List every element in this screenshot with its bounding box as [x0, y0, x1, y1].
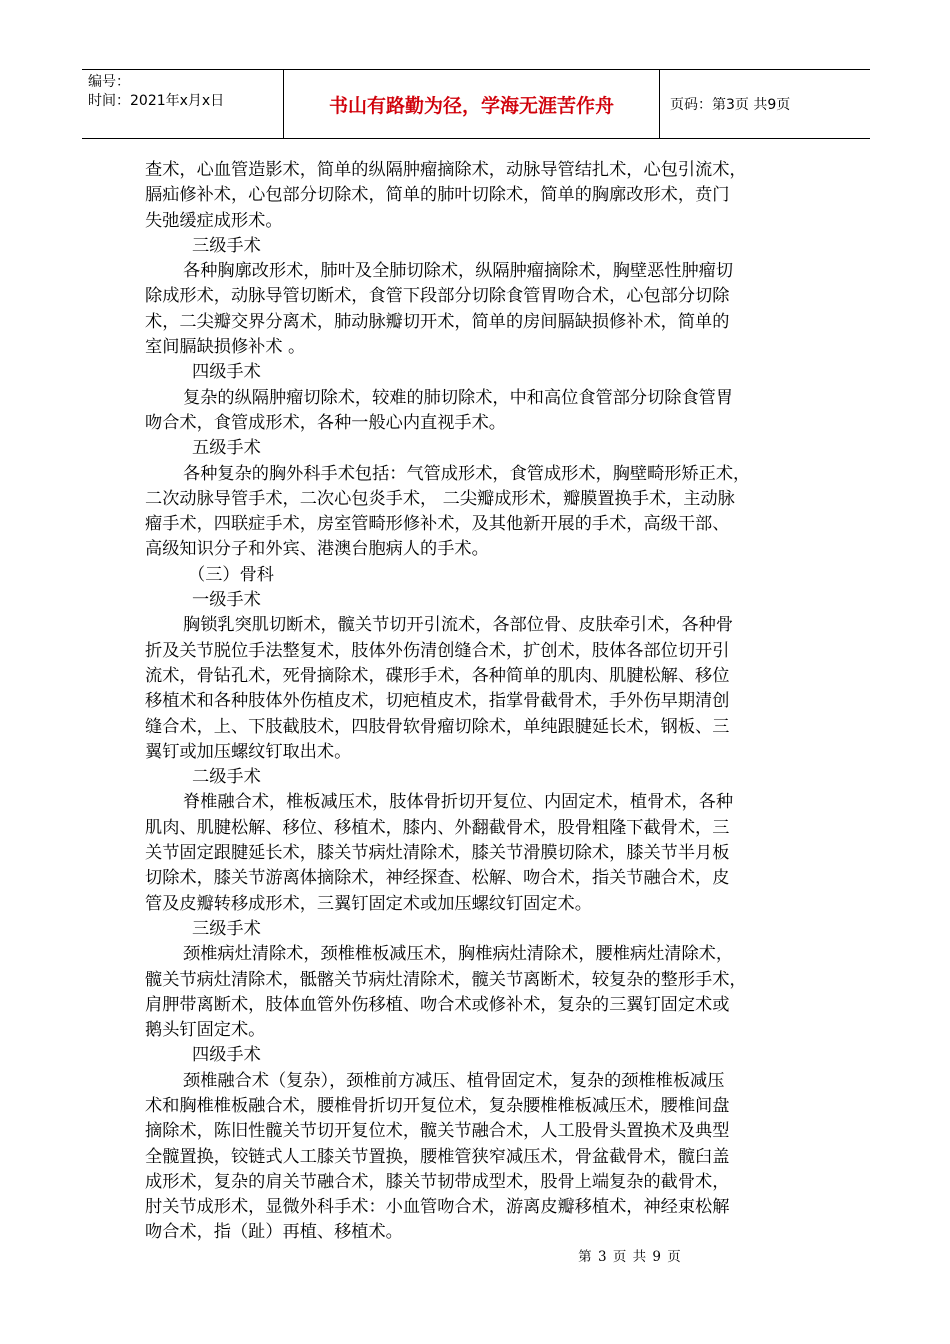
text-line: 管及皮瓣转移成形术，三翼钉固定术或加压螺纹钉固定术。: [145, 893, 592, 914]
document-time-label: 时间：2021年x月x日: [88, 93, 225, 109]
page-footer: [0, 1245, 950, 1265]
document-code-label: 编号：: [88, 74, 130, 90]
text-line: 室间膈缺损修补术 。: [145, 337, 306, 358]
text-line: 术，二尖瓣交界分离术，肺动脉瓣切开术，简单的房间膈缺损修补术，简单的: [145, 311, 730, 332]
header-page-label: 页码：第3页 共9页: [670, 97, 791, 113]
section-heading: 四级手术: [192, 362, 261, 383]
text-line: 肌肉、肌腱松解、移位、移植术，膝内、外翻截骨术，股骨粗隆下截骨术，三: [145, 817, 730, 838]
section-heading: 四级手术: [192, 1045, 261, 1066]
text-line: 各种胸廓改形术，肺叶及全肺切除术，纵隔肿瘤摘除术，胸壁恶性肿瘤切: [183, 261, 734, 282]
text-line: 流术，骨钻孔术，死骨摘除术，碟形手术，各种简单的肌肉、肌腱松解、移位: [145, 665, 730, 686]
text-line: 折及关节脱位手法整复术，肢体外伤清创缝合术，扩创术，肢体各部位切开引: [145, 640, 730, 661]
text-line: 肩胛带离断术，肢体血管外伤移植、吻合术或修补术，复杂的三翼钉固定术或: [145, 994, 730, 1015]
text-line: 颈椎融合术（复杂），颈椎前方减压、植骨固定术，复杂的颈椎椎板减压: [183, 1070, 725, 1091]
section-heading: 一级手术: [192, 590, 261, 611]
text-line: 瘤手术，四联症手术，房室管畸形修补术，及其他新开展的手术，高级干部、: [145, 514, 730, 535]
text-line: 脊椎融合术，椎板减压术，肢体骨折切开复位、内固定术，植骨术，各种: [183, 792, 734, 813]
text-line: 复杂的纵隔肿瘤切除术，较难的肺切除术，中和高位食管部分切除食管胃: [183, 387, 734, 408]
text-line: 全髋置换，铰链式人工膝关节置换，腰椎管狭窄减压术，骨盆截骨术，髋臼盖: [145, 1146, 730, 1167]
text-line: 二次动脉导管手术，二次心包炎手术， 二尖瓣成形术，瓣膜置换手术，主动脉: [145, 488, 735, 509]
text-line: 术和胸椎椎板融合术，腰椎骨折切开复位术，复杂腰椎椎板减压术，腰椎间盘: [145, 1095, 730, 1116]
text-line: 颈椎病灶清除术，颈椎椎板减压术，胸椎病灶清除术，腰椎病灶清除术，: [183, 944, 734, 965]
header-motto: 书山有路勤为径，学海无涯苦作舟: [284, 70, 660, 138]
text-line: 除成形术，动脉导管切断术，食管下段部分切除食管胃吻合术，心包部分切除: [145, 286, 730, 307]
text-line: 翼钉或加压螺纹钉取出术。: [145, 741, 352, 762]
text-line: 吻合术，食管成形术，各种一般心内直视手术。: [145, 412, 506, 433]
page-footer-text: 第 3 页 共 9 页: [578, 1249, 682, 1265]
text-line: 髋关节病灶清除术，骶髂关节病灶清除术，髋关节离断术，较复杂的整形手术，: [145, 969, 747, 990]
text-line: 各种复杂的胸外科手术包括：气管成形术，食管成形术，胸壁畸形矫正术，: [183, 463, 751, 484]
text-line: 关节固定跟腱延长术，膝关节病灶清除术，膝关节滑膜切除术，膝关节半月板: [145, 843, 730, 864]
page-header: [82, 69, 870, 139]
section-heading: 二级手术: [192, 767, 261, 788]
text-line: 摘除术，陈旧性髋关节切开复位术，髋关节融合术，人工股骨头置换术及典型: [145, 1121, 730, 1142]
text-line: 胸锁乳突肌切断术，髋关节切开引流术，各部位骨、皮肤牵引术，各种骨: [183, 615, 734, 636]
text-line: 成形术，复杂的肩关节融合术，膝关节韧带成型术，股骨上端复杂的截骨术，: [145, 1171, 730, 1192]
text-line: 切除术，膝关节游离体摘除术，神经探查、松解、吻合术，指关节融合术，皮: [145, 868, 730, 889]
text-line: 移植术和各种肢体外伤植皮术，切疤植皮术，指掌骨截骨术，手外伤早期清创: [145, 691, 730, 712]
text-line: 缝合术，上、下肢截肢术，四肢骨软骨瘤切除术，单纯跟腱延长术，钢板、三: [145, 716, 730, 737]
section-heading: 三级手术: [192, 235, 261, 256]
text-line: 高级知识分子和外宾、港澳台胞病人的手术。: [145, 539, 489, 560]
header-meta: [82, 70, 284, 138]
text-line: 鹅头钉固定术。: [145, 1020, 266, 1041]
text-line: 失弛缓症成形术。: [145, 210, 283, 231]
section-heading: 三级手术: [192, 918, 261, 939]
section-heading: 五级手术: [192, 438, 261, 459]
text-line: 吻合术，指（趾）再植、移植术。: [145, 1222, 403, 1243]
text-line: 肘关节成形术，显微外科手术：小血管吻合术，游离皮瓣移植术，神经束松解: [145, 1197, 730, 1218]
document-body: [145, 158, 813, 1246]
subsection-heading: （三）骨科: [188, 564, 274, 585]
text-line: 查术，心血管造影术，简单的纵隔肿瘤摘除术，动脉导管结扎术，心包引流术，: [145, 160, 747, 180]
text-line: 膈疝修补术，心包部分切除术，简单的肺叶切除术，简单的胸廓改形术，贲门: [145, 185, 730, 206]
